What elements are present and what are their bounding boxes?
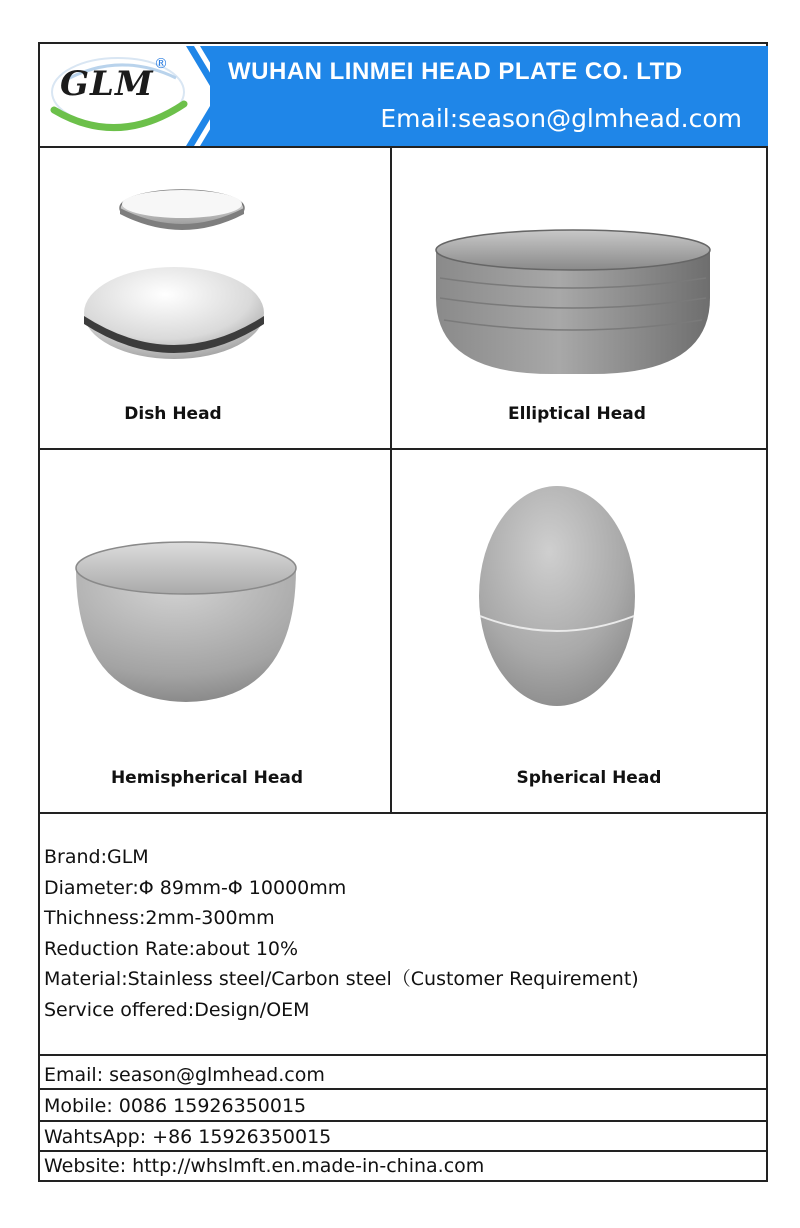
spec-reduction-rate: Reduction Rate:about 10% xyxy=(44,937,299,960)
spec-diameter: Diameter:Φ 89mm-Φ 10000mm xyxy=(44,876,347,899)
product-dish-head xyxy=(40,148,390,448)
divider xyxy=(40,1120,766,1122)
product-elliptical-head xyxy=(392,148,766,448)
spherical-head-image xyxy=(392,450,766,812)
company-banner xyxy=(210,46,768,146)
contact-mobile: Mobile: 0086 15926350015 xyxy=(44,1095,307,1117)
spec-material: Material:Stainless steel/Carbon steel（Customer Requirement) xyxy=(44,968,639,990)
dish-head-image xyxy=(40,148,390,448)
elliptical-head-image xyxy=(392,148,766,448)
product-hemispherical-head xyxy=(40,450,390,812)
registered-mark: ® xyxy=(154,56,168,72)
product-label: Dish Head xyxy=(124,404,222,424)
company-name: WUHAN LINMEI HEAD PLATE CO. LTD xyxy=(228,58,683,85)
spec-thickness: Thichness:2mm-300mm xyxy=(44,907,275,929)
spec-service: Service offered:Design/OEM xyxy=(44,998,310,1021)
divider xyxy=(40,1150,766,1152)
contact-website[interactable]: Website: http://whslmft.en.made-in-china.com xyxy=(44,1155,485,1177)
product-label: Elliptical Head xyxy=(508,404,646,424)
product-spherical-head xyxy=(392,450,766,812)
header xyxy=(40,44,766,146)
divider xyxy=(40,1054,766,1056)
glm-logo xyxy=(44,52,196,138)
product-label: Hemispherical Head xyxy=(110,768,304,788)
contact-whatsapp: WahtsApp: +86 15926350015 xyxy=(44,1126,332,1148)
product-label: Spherical Head xyxy=(516,768,662,788)
divider xyxy=(40,1088,766,1090)
spec-list xyxy=(44,842,764,1025)
divider xyxy=(40,812,766,814)
hemispherical-head-image xyxy=(40,450,390,812)
contact-email[interactable]: Email: season@glmhead.com xyxy=(44,1064,325,1086)
logo-text: GLM xyxy=(60,64,154,104)
banner-email[interactable]: Email:season@glmhead.com xyxy=(380,104,742,133)
spec-brand: Brand:GLM xyxy=(44,846,149,868)
product-sheet xyxy=(38,42,768,1182)
